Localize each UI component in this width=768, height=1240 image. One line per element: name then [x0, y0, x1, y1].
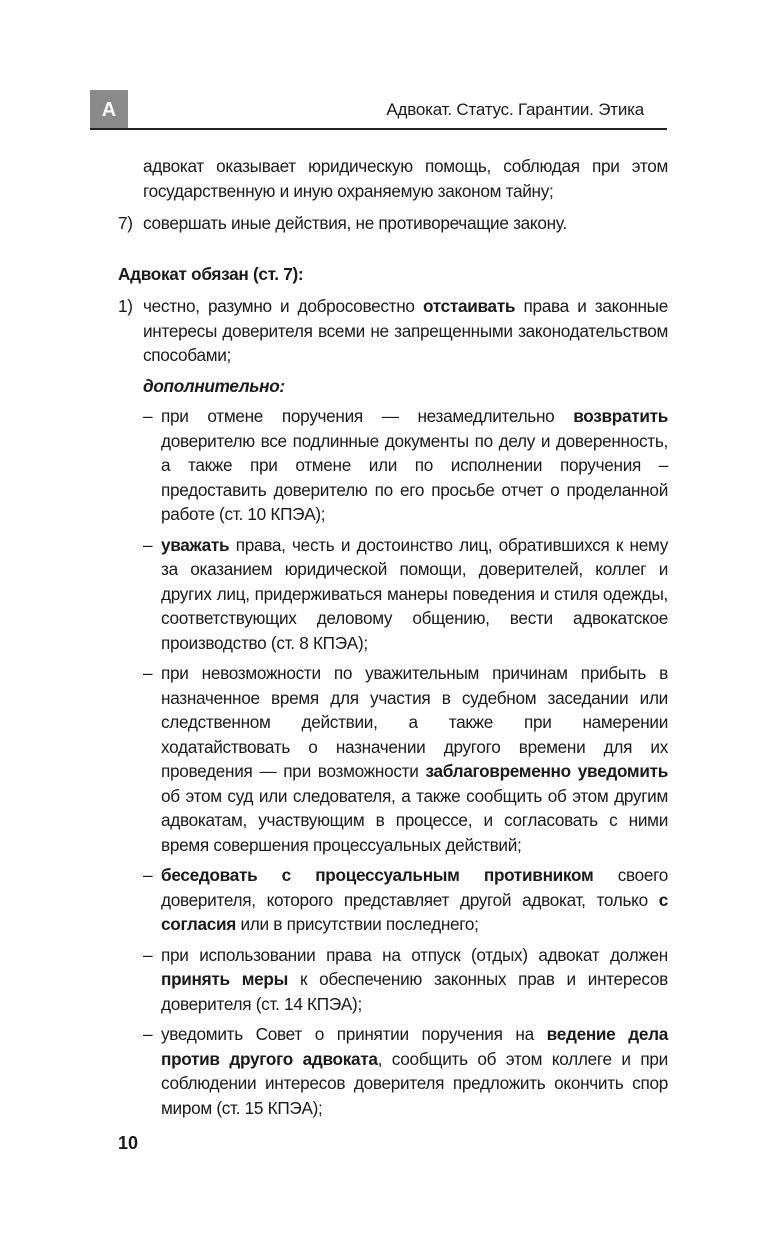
emphasis-text: заблаговременно уведомить [425, 761, 668, 781]
item-number: 1) [118, 296, 133, 316]
dash-marker: – [143, 1024, 153, 1044]
subheading-additional: дополнительно: [143, 375, 285, 396]
item-number: 7) [118, 213, 133, 233]
text-run: честно, разумно и добросовестно [143, 296, 423, 316]
dash-marker: – [143, 944, 153, 965]
dash-list-item [143, 863, 668, 937]
text-run: , сообщить об этом коллеге и при соблюдении интересов доверителя предложить окончить спор миром (ст. 15 КПЭА); [161, 1048, 668, 1118]
dash-list-item [143, 943, 668, 1017]
dash-list-item [143, 661, 668, 857]
emphasis-text: принять меры [161, 969, 288, 989]
text-run: при использовании права на отпуск (отдых) адвокат должен [161, 944, 668, 965]
dash-marker: – [143, 534, 153, 555]
item-text: совершать иные действия, не противоречащие закону. [143, 213, 567, 233]
emphasis-text: возвратить [573, 406, 668, 426]
list-item-1 [118, 294, 668, 368]
text-run: права и законные интересы доверителя всеми не запрещенными законодательством способами; [143, 296, 668, 365]
section-heading: Адвокат обязан (ст. 7): [118, 263, 304, 284]
item-text [143, 294, 668, 368]
emphasis-text: отстаивать [422, 296, 516, 316]
dash-item-text [161, 1022, 668, 1120]
section-letter: А [101, 98, 117, 121]
text-run: при отмене поручения — незамедлительно [161, 406, 574, 426]
dash-item-text [161, 863, 668, 937]
emphasis-text: уважать [161, 534, 230, 555]
emphasis-text: беседовать с процессуальным противником [161, 865, 594, 885]
dash-item-text [161, 943, 668, 1017]
text-run: об этом суд или следователя, а также сообщить об этом другим адвокатам, участвующим в процессе, и согласовать с ними время совершения процессуальных действий; [161, 785, 668, 855]
emphasis-text: ведение дела против другого адвоката [161, 1024, 669, 1069]
dash-list [118, 404, 668, 1120]
dash-marker: – [143, 406, 153, 426]
page-body [118, 154, 668, 1120]
text-run: доверителю все подлинные документы по делу и доверенность, а также при отмене или по исполнении поручения – предоставить доверителю по его просьбе отчет о проделанной работе (ст. 10 КПЭА); [161, 430, 668, 524]
text-run: к обеспечению законных прав и интересов доверителя (ст. 14 КПЭА); [161, 969, 668, 1014]
text-run: своего доверителя, которого представляет другой адвокат, только [161, 865, 668, 910]
dash-item-text [161, 404, 668, 527]
header-rule [90, 128, 667, 130]
dash-marker: – [143, 865, 153, 885]
dash-item-text [161, 533, 668, 656]
dash-list-item [143, 1022, 668, 1120]
text-run: права, честь и достоинство лиц, обратившихся к нему за оказанием юридической помощи, доверителей, коллег и других лиц, придерживаться манеры поведения и стиля одежды, соответствующих деловому общению, вести адвокатское производство (ст. 8 КПЭА); [161, 534, 668, 653]
dash-marker: – [143, 663, 153, 683]
section-letter-badge [90, 90, 128, 130]
dash-item-text [161, 661, 668, 857]
page-number: 10 [118, 1133, 139, 1153]
running-title: Адвокат. Статус. Гарантии. Этика [386, 100, 644, 119]
text-run: уведомить Совет о принятии поручения на [161, 1024, 547, 1044]
dash-list-item [143, 533, 668, 656]
list-item-7 [118, 211, 668, 236]
text-run: при невозможности по уважительным причинам прибыть в назначенное время для участия в судебном заседании или следственном действии, а также при намерении ходатайствовать о назначении другого времени для их проведения — при возможности [161, 663, 668, 781]
emphasis-text: с согласия [161, 889, 668, 934]
text-run: или в присутствии последнего; [236, 914, 479, 934]
continuation-paragraph: адвокат оказывает юридическую помощь, соблюдая при этом государственную и иную охраняемую законом тайну; [143, 156, 668, 201]
dash-list-item [143, 404, 668, 527]
